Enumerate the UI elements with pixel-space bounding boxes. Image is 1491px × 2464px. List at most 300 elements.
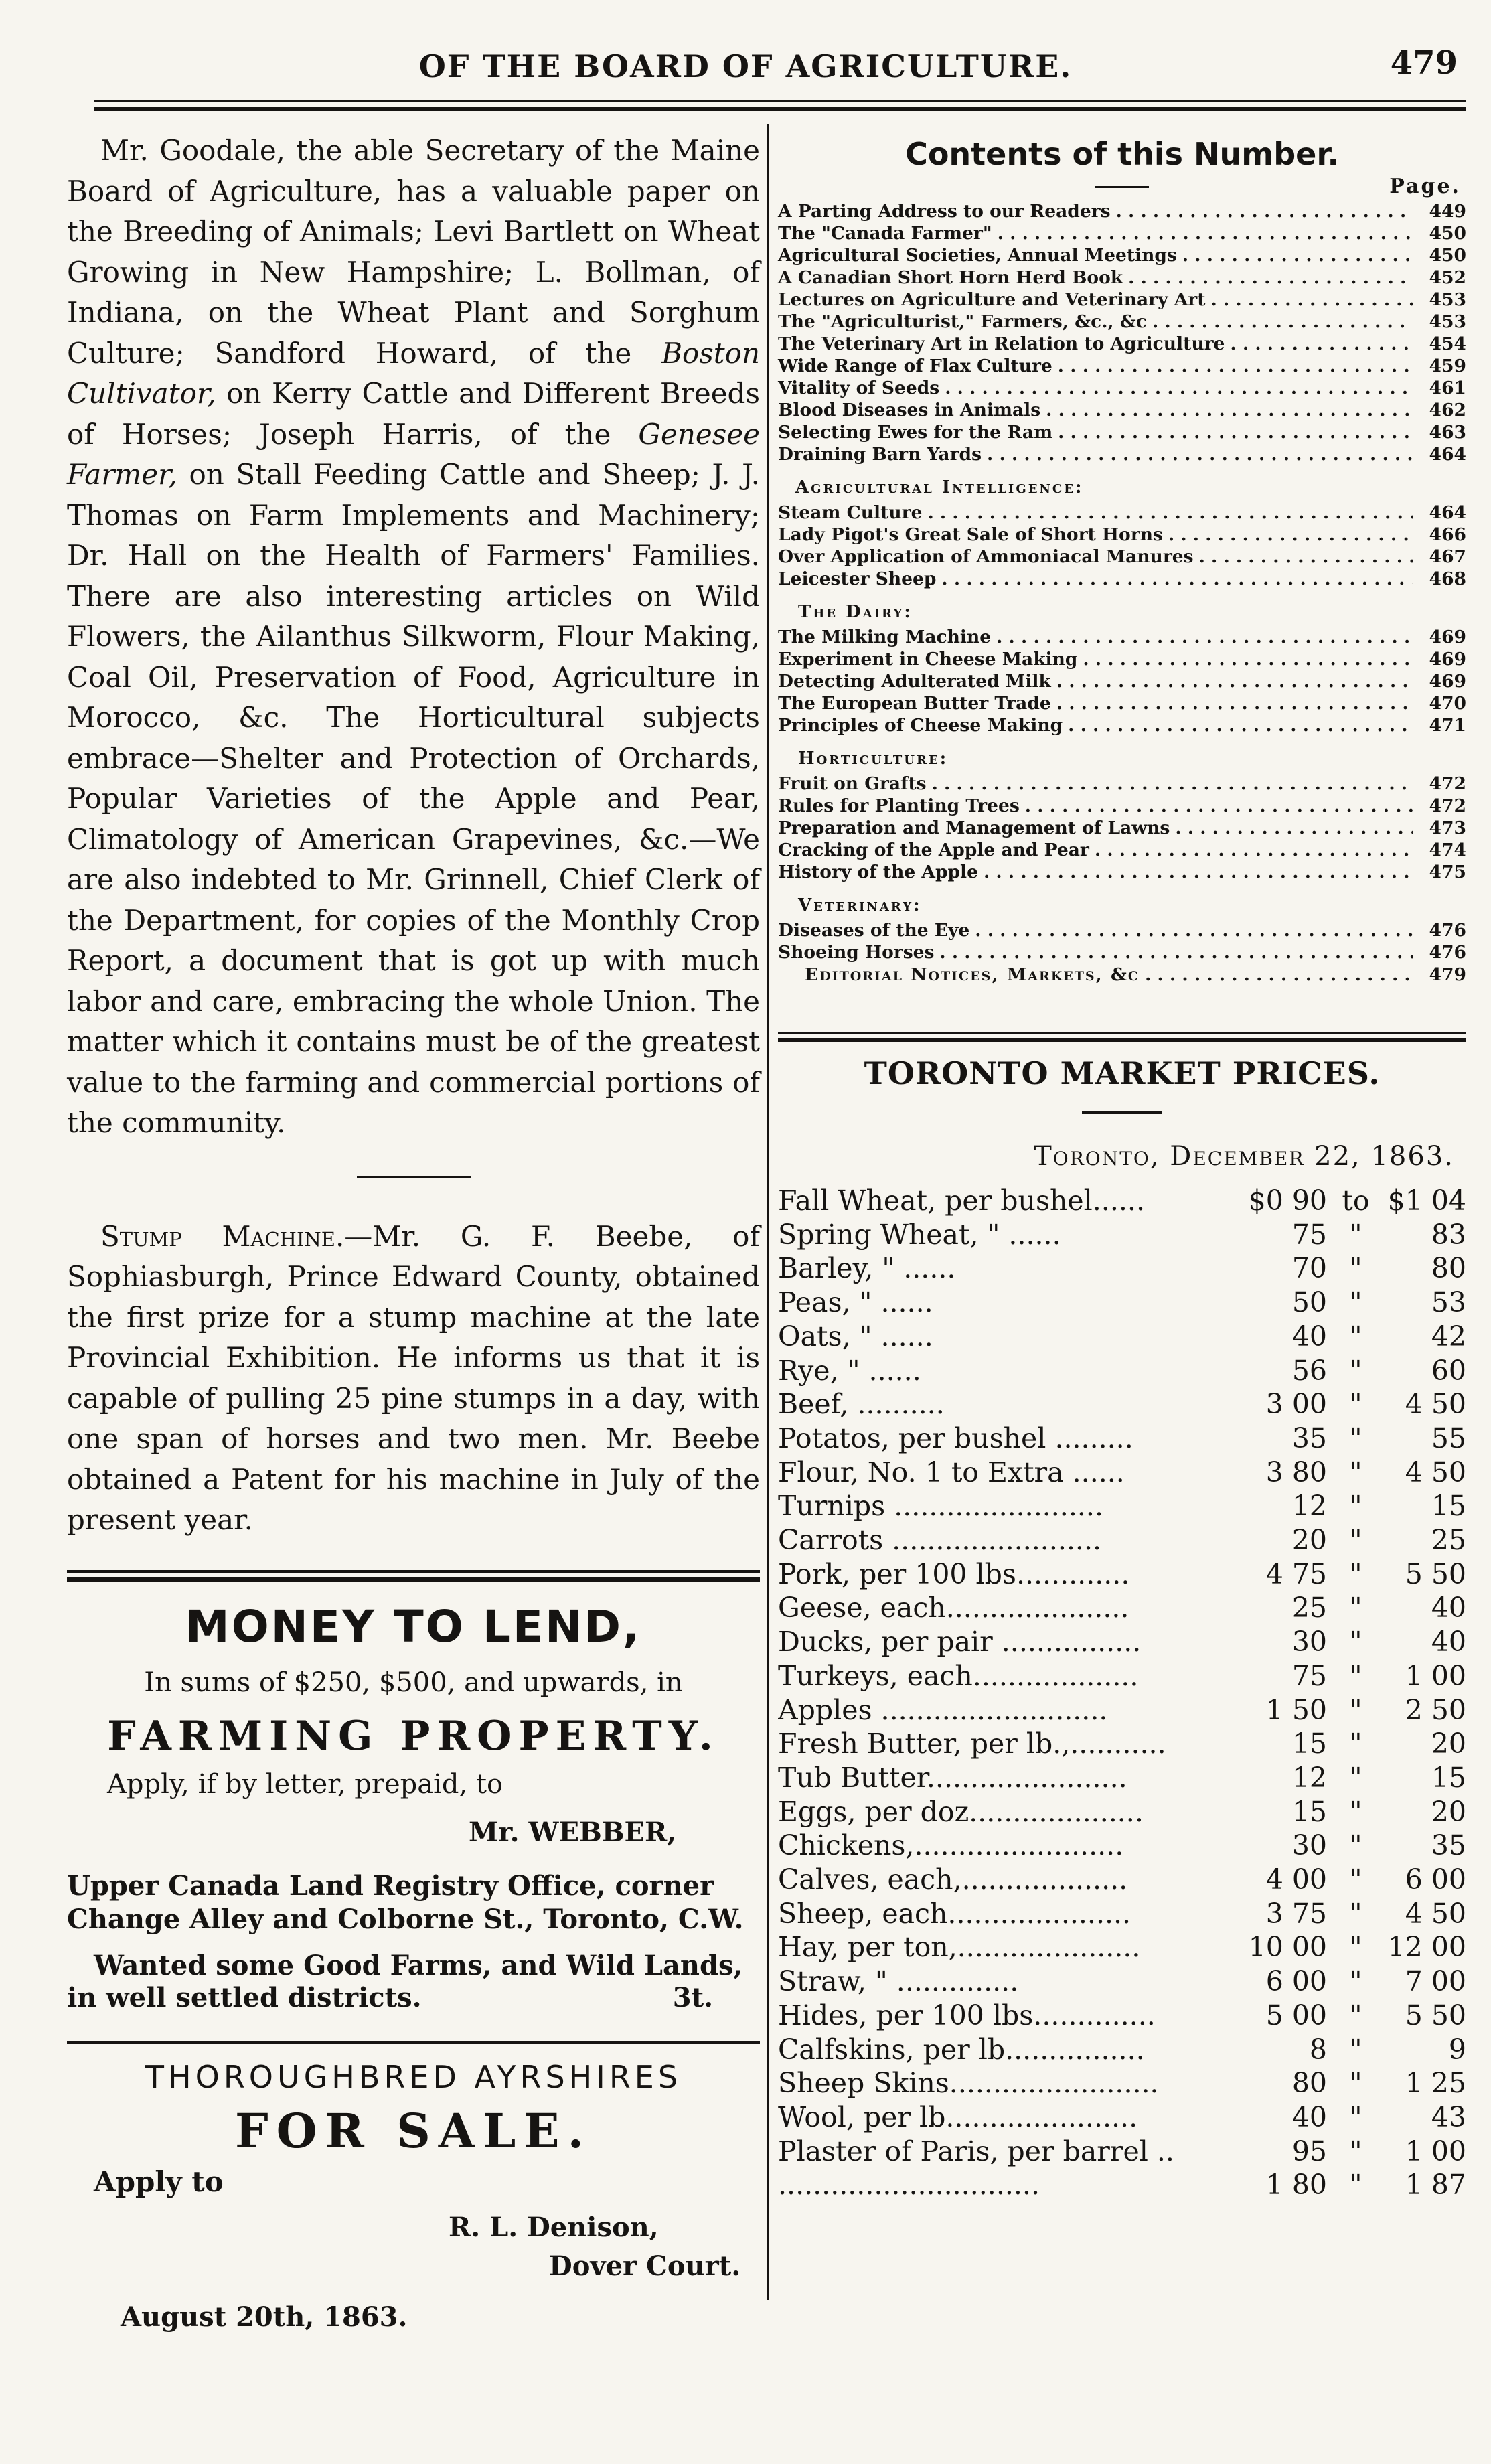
- column-divider: [767, 124, 769, 2300]
- contents-row-page: 470: [1429, 693, 1466, 714]
- contents-row-leader: [1145, 964, 1413, 986]
- market-price-sep: ": [1349, 1592, 1362, 1624]
- article-stump-machine: [67, 1217, 760, 1541]
- market-price-sep: ": [1349, 2100, 1362, 2133]
- market-row: [778, 2100, 1466, 2135]
- contents-row-title: Principles of Cheese Making: [778, 715, 1063, 736]
- contents-row: [778, 795, 1466, 817]
- contents-row: [778, 941, 1466, 964]
- contents-row-title: Blood Diseases in Animals: [778, 400, 1041, 420]
- market-price-low: $0 90: [1248, 1184, 1327, 1217]
- page-number: 479: [1390, 44, 1458, 82]
- market-price-sep: ": [1349, 1727, 1362, 1760]
- market-row: [778, 1897, 1466, 1931]
- contents-row-title: The Veterinary Art in Relation to Agriculture: [778, 333, 1225, 354]
- contents-row-leader: [941, 568, 1413, 590]
- market-item: Sheep Skins........................: [778, 2067, 1159, 2100]
- market-price-sep: ": [1349, 1931, 1362, 1964]
- para1-italic-boston: Boston Cultivator,: [67, 336, 760, 410]
- market-price-low: 50: [1291, 1286, 1327, 1319]
- market-item: Pork, per 100 lbs.............: [778, 1557, 1130, 1590]
- left-column: [67, 131, 760, 2337]
- contents-row-page: 461: [1429, 378, 1466, 398]
- market-price-sep: ": [1349, 1490, 1362, 1523]
- contents-row-leader: [1168, 524, 1413, 546]
- ad-money-line7: Wanted some Good Farms, and Wild Lands,: [94, 1949, 743, 1981]
- market-price-high: 43: [1431, 2100, 1466, 2133]
- market-item: Flour, No. 1 to Extra ......: [778, 1456, 1125, 1488]
- contents-row-leader: [1058, 421, 1413, 443]
- contents-row-page: 454: [1429, 333, 1466, 354]
- contents-row-page: 462: [1429, 400, 1466, 420]
- contents-row-leader: [939, 941, 1413, 964]
- contents-row: [778, 421, 1466, 443]
- market-item: Carrots ........................: [778, 1524, 1102, 1557]
- contents-row: [778, 648, 1466, 670]
- contents-row: [778, 443, 1466, 465]
- contents-row-page: 469: [1429, 671, 1466, 692]
- contents-row-leader: [1056, 692, 1413, 714]
- market-item: Potatos, per bushel .........: [778, 1421, 1133, 1454]
- contents-row-page: 469: [1429, 627, 1466, 647]
- market-price-high: 35: [1431, 1829, 1466, 1862]
- contents-row-page: 453: [1429, 289, 1466, 310]
- contents-row-title: Draining Barn Yards: [778, 444, 982, 465]
- market-price-sep: ": [1349, 1829, 1362, 1862]
- contents-row-title: Fruit on Grafts: [778, 773, 927, 794]
- market-price-low: 3 80: [1265, 1456, 1327, 1488]
- market-date: Toronto, December 22, 1863.: [1034, 1141, 1454, 1172]
- market-row: [778, 1930, 1466, 1965]
- market-price-high: 5 50: [1405, 1999, 1466, 2031]
- contents-row: [778, 524, 1466, 546]
- market-price-sep: ": [1349, 1626, 1362, 1659]
- contents-section-dairy: The Dairy:: [798, 602, 913, 622]
- market-price-high: 15: [1431, 1490, 1466, 1523]
- contents-row: [778, 817, 1466, 839]
- market-price-high: 40: [1431, 1626, 1466, 1659]
- market-row: [778, 1693, 1466, 1727]
- ad-money-line3: Apply, if by letter, prepaid, to: [107, 1768, 503, 1800]
- market-row: [778, 2168, 1466, 2202]
- market-row: [778, 1659, 1466, 1693]
- market-price-low: 35: [1291, 1421, 1327, 1454]
- market-row: [778, 1456, 1466, 1490]
- market-row: [778, 1965, 1466, 1999]
- market-item: Ducks, per pair ................: [778, 1626, 1142, 1659]
- contents-row-editorial: [778, 964, 1466, 986]
- ad-money-line1: In sums of $250, $500, and upwards, in: [144, 1667, 683, 1698]
- market-price-high: $1 04: [1387, 1184, 1466, 1217]
- market-item: Calves, each,...................: [778, 1863, 1128, 1896]
- ad-money-line5: Upper Canada Land Registry Office, corner: [67, 1869, 714, 1902]
- market-price-low: 25: [1291, 1592, 1327, 1624]
- market-price-low: 75: [1291, 1659, 1327, 1692]
- market-price-sep: ": [1349, 1252, 1362, 1285]
- market-price-low: 80: [1291, 2067, 1327, 2100]
- market-item: Turkeys, each...................: [778, 1659, 1139, 1692]
- market-price-sep: ": [1349, 1320, 1362, 1353]
- contents-row-leader: [1058, 355, 1413, 377]
- market-price-high: 7 00: [1405, 1965, 1466, 1998]
- contents-row-title: Cracking of the Apple and Pear: [778, 840, 1089, 860]
- ad-money-line6: Change Alley and Colborne St., Toronto, C.W.: [67, 1903, 744, 1935]
- market-row: [778, 1727, 1466, 1761]
- contents-row: [778, 626, 1466, 648]
- contents-row-leader: [927, 502, 1413, 524]
- contents-row: [778, 861, 1466, 883]
- market-price-high: 12 00: [1387, 1931, 1466, 1964]
- contents-row: [778, 546, 1466, 568]
- market-row: [778, 1591, 1466, 1625]
- market-item: Beef, ..........: [778, 1388, 945, 1421]
- contents-row-title: Experiment in Cheese Making: [778, 649, 1078, 670]
- contents-row-leader: [1230, 333, 1413, 355]
- para1-italic-genesee: Genesee Farmer,: [67, 417, 760, 491]
- contents-row-leader: [932, 773, 1413, 795]
- market-price-low: 15: [1291, 1727, 1327, 1760]
- contents-row: [778, 692, 1466, 714]
- ad-ayrshires-headline: THOROUGHBRED AYRSHIRES: [145, 2058, 682, 2095]
- market-price-low: 20: [1291, 1524, 1327, 1557]
- market-price-high: 1 00: [1405, 2135, 1466, 2167]
- market-price-low: 10 00: [1248, 1931, 1327, 1964]
- contents-row-leader: [998, 222, 1413, 244]
- market-price-sep: ": [1349, 2033, 1362, 2066]
- contents-row: [778, 222, 1466, 244]
- contents-row-title: Rules for Planting Trees: [778, 795, 1020, 816]
- market-item: ..............................: [778, 2169, 1040, 2202]
- market-price-high: 6 00: [1405, 1863, 1466, 1896]
- market-item: Geese, each.....................: [778, 1592, 1129, 1624]
- ad-apply-to: Apply to: [94, 2165, 224, 2198]
- para1-text-b: on Kerry Cattle and Different Breeds of Horses; Joseph Harris, of the: [67, 377, 760, 451]
- market-row: [778, 1286, 1466, 1320]
- contents-row-leader: [1128, 266, 1413, 289]
- market-price-high: 15: [1431, 1761, 1466, 1794]
- header-rule-thick: [94, 107, 1466, 111]
- contents-row-title: Selecting Ewes for the Ram: [778, 422, 1053, 443]
- contents-row-page: 467: [1429, 546, 1466, 567]
- market-item: Fresh Butter, per lb.,...........: [778, 1727, 1166, 1760]
- contents-list-dairy: [778, 626, 1466, 737]
- market-price-high: 20: [1431, 1727, 1466, 1760]
- contents-title-rule: [1095, 186, 1149, 188]
- ad-money-line8-tag: 3t.: [672, 1981, 713, 2013]
- market-table: [778, 1184, 1466, 2202]
- market-row: [778, 2135, 1466, 2169]
- market-price-low: 30: [1291, 1829, 1327, 1862]
- contents-list-agri: [778, 502, 1466, 590]
- market-row: [778, 1387, 1466, 1421]
- market-price-high: 4 50: [1405, 1897, 1466, 1930]
- right-column: [778, 131, 1466, 2202]
- contents-row-leader: [996, 626, 1413, 648]
- contents-row-title: Shoeing Horses: [778, 942, 935, 963]
- contents-row-leader: [1056, 670, 1413, 692]
- contents-row: [778, 714, 1466, 737]
- para1-text-c: on Stall Feeding Cattle and Sheep; J. J. Thomas on Farm Implements and Machinery; Dr. Hall on the Health of Farmers' Families. There are also interesting articles on Wild Flowers, the Ailanthus Silkworm, Flour Making, Coal Oil, Preservation of Food, Agriculture in Morocco, &c. The Horticultural subjects embrace—Shelter and Protection of Orchards, Popular Varieties of the Apple and Pear, Climatology of American Grapevines, &c.—We are also indebted to Mr. Grinnell, Chief Clerk of the Department, for copies of the Monthly Crop Report, a document that is got up with much labor and care, embracing the whole Union. The matter which it contains must be of the greatest value to the farming and commercial portions of the community.: [67, 458, 760, 1139]
- market-price-high: 4 50: [1405, 1388, 1466, 1421]
- market-top-rule-2: [778, 1038, 1466, 1042]
- ad-date: August 20th, 1863.: [121, 2301, 408, 2333]
- market-item: Rye, " ......: [778, 1354, 921, 1387]
- market-price-sep: to: [1342, 1184, 1370, 1217]
- market-price-sep: ": [1349, 1557, 1362, 1590]
- market-price-sep: ": [1349, 1524, 1362, 1557]
- market-price-high: 25: [1431, 1524, 1466, 1557]
- contents-row: [778, 568, 1466, 590]
- market-price-low: 6 00: [1265, 1965, 1327, 1998]
- contents-row-title: Diseases of the Eye: [778, 920, 970, 941]
- contents-row-title: The Milking Machine: [778, 627, 992, 647]
- market-price-high: 20: [1431, 1795, 1466, 1828]
- market-price-high: 1 25: [1405, 2067, 1466, 2100]
- contents-row-title: Agricultural Societies, Annual Meetings: [778, 245, 1177, 266]
- market-price-sep: ": [1349, 2135, 1362, 2167]
- market-item: Chickens,........................: [778, 1829, 1124, 1862]
- market-top-rule: [778, 1032, 1466, 1034]
- market-price-low: 1 80: [1265, 2169, 1327, 2202]
- contents-row-leader: [987, 443, 1413, 465]
- contents-row-title: Steam Culture: [778, 502, 923, 523]
- market-price-low: 3 00: [1265, 1388, 1327, 1421]
- market-item: Oats, " ......: [778, 1320, 933, 1353]
- market-row: [778, 1489, 1466, 1523]
- contents-row: [778, 333, 1466, 355]
- contents-section-horti: Horticulture:: [798, 749, 949, 769]
- contents-row-page: 450: [1429, 245, 1466, 266]
- contents-list-horti: [778, 773, 1466, 883]
- stump-machine-heading: Stump Machine.: [100, 1219, 345, 1253]
- market-price-high: 80: [1431, 1252, 1466, 1285]
- contents-row: [778, 355, 1466, 377]
- market-price-sep: ": [1349, 2067, 1362, 2100]
- market-price-high: 42: [1431, 1320, 1466, 1353]
- contents-row-title: A Parting Address to our Readers: [778, 201, 1111, 222]
- market-price-sep: ": [1349, 1421, 1362, 1454]
- market-price-low: 4 00: [1265, 1863, 1327, 1896]
- market-price-high: 60: [1431, 1354, 1466, 1387]
- contents-row-title: Detecting Adulterated Milk: [778, 671, 1051, 692]
- contents-row-page: 464: [1429, 502, 1466, 523]
- market-price-high: 55: [1431, 1421, 1466, 1454]
- ad-denison: R. L. Denison,: [449, 2211, 659, 2243]
- contents-row-leader: [1095, 839, 1413, 861]
- market-price-low: 8: [1309, 2033, 1327, 2066]
- contents-row-title: The European Butter Trade: [778, 693, 1051, 714]
- market-title: TORONTO MARKET PRICES.: [864, 1055, 1381, 1091]
- market-row: [778, 2066, 1466, 2100]
- contents-section-vet: Veterinary:: [798, 895, 922, 915]
- contents-page-header: Page.: [1389, 175, 1461, 198]
- contents-list-general: [778, 200, 1466, 465]
- market-item: Fall Wheat, per bushel......: [778, 1184, 1145, 1217]
- market-price-low: 5 00: [1265, 1999, 1327, 2031]
- contents-row: [778, 311, 1466, 333]
- contents-row-leader: [1083, 648, 1413, 670]
- market-item: Tub Butter.......................: [778, 1761, 1127, 1794]
- ad2-top-rule: [67, 2041, 760, 2044]
- contents-row-page: 476: [1429, 942, 1466, 963]
- contents-row-leader: [984, 861, 1413, 883]
- contents-row-leader: [945, 377, 1413, 399]
- market-row: [778, 2033, 1466, 2067]
- contents-row-title: Editorial Notices, Markets, &c: [805, 964, 1140, 985]
- market-row: [778, 1251, 1466, 1286]
- market-item: Barley, " ......: [778, 1252, 956, 1285]
- contents-row-page: 452: [1429, 267, 1466, 288]
- ad-money-line8: [67, 1982, 760, 2014]
- contents-row-page: 468: [1429, 568, 1466, 589]
- market-price-low: 1 50: [1265, 1693, 1327, 1726]
- market-price-sep: ": [1349, 1795, 1362, 1828]
- contents-row-page: 475: [1429, 862, 1466, 882]
- market-price-high: 4 50: [1405, 1456, 1466, 1488]
- contents-row-leader: [1116, 200, 1413, 222]
- contents-row: [778, 266, 1466, 289]
- contents-row-page: 453: [1429, 311, 1466, 332]
- market-item: Calfskins, per lb................: [778, 2033, 1145, 2066]
- market-price-low: 95: [1291, 2135, 1327, 2167]
- market-price-high: 40: [1431, 1592, 1466, 1624]
- market-price-sep: ": [1349, 1863, 1362, 1896]
- market-price-high: 9: [1448, 2033, 1466, 2066]
- market-row: [778, 1354, 1466, 1388]
- contents-row-page: 463: [1429, 422, 1466, 443]
- contents-row-page: 464: [1429, 444, 1466, 465]
- market-item: Wool, per lb......................: [778, 2100, 1138, 2133]
- contents-row: [778, 289, 1466, 311]
- market-row: [778, 1523, 1466, 1557]
- market-row: [778, 1999, 1466, 2033]
- market-price-low: 40: [1291, 1320, 1327, 1353]
- contents-row-page: 469: [1429, 649, 1466, 670]
- contents-row: [778, 670, 1466, 692]
- ad-dover-court: Dover Court.: [549, 2250, 741, 2282]
- ad1-top-rule-2: [67, 1577, 760, 1582]
- contents-row-title: The "Agriculturist," Farmers, &c., &c: [778, 311, 1147, 332]
- running-header: OF THE BOARD OF AGRICULTURE.: [418, 48, 1073, 84]
- contents-row-title: Leicester Sheep: [778, 568, 937, 589]
- market-row: [778, 1863, 1466, 1897]
- contents-row-page: 474: [1429, 840, 1466, 860]
- market-price-low: 56: [1291, 1354, 1327, 1387]
- contents-row: [778, 773, 1466, 795]
- contents-row-page: 449: [1429, 201, 1466, 222]
- contents-row-page: 450: [1429, 223, 1466, 244]
- market-price-low: 75: [1291, 1218, 1327, 1251]
- contents-row-page: 471: [1429, 715, 1466, 736]
- stump-machine-body: —Mr. G. F. Beebe, of Sophiasburgh, Prince Edward County, obtained the first prize for a stump machine at the late Provincial Exhibition. He informs us that it is capable of pulling 25 pine stumps in a day, with one span of horses and two men. Mr. Beebe obtained a Patent for his machine in July of the present year.: [67, 1219, 760, 1536]
- contents-row-leader: [1175, 817, 1413, 839]
- ad-for-sale: FOR SALE.: [234, 2102, 593, 2159]
- market-price-sep: ": [1349, 1761, 1362, 1794]
- contents-section-agri: Agricultural Intelligence:: [795, 477, 1084, 497]
- contents-row-title: Preparation and Management of Lawns: [778, 818, 1170, 838]
- market-item: Hides, per 100 lbs..............: [778, 1999, 1156, 2031]
- contents-row-leader: [1068, 714, 1413, 737]
- market-item: Peas, " ......: [778, 1286, 933, 1319]
- market-price-sep: ": [1349, 1897, 1362, 1930]
- market-price-sep: ": [1349, 1965, 1362, 1998]
- market-price-low: 40: [1291, 2100, 1327, 2133]
- market-item: Eggs, per doz....................: [778, 1795, 1144, 1828]
- header-rule-thin: [94, 100, 1466, 102]
- market-price-sep: ": [1349, 2169, 1362, 2202]
- contents-row: [778, 839, 1466, 861]
- ad-money-webber: Mr. WEBBER,: [469, 1816, 677, 1848]
- market-item: Hay, per ton,.....................: [778, 1931, 1141, 1964]
- article-board-reports: [67, 131, 760, 1144]
- contents-row: [778, 399, 1466, 421]
- section-ornament: [67, 1170, 760, 1183]
- market-price-sep: ": [1349, 1693, 1362, 1726]
- contents-row-leader: [1025, 795, 1413, 817]
- contents-row: [778, 502, 1466, 524]
- market-price-high: 1 87: [1405, 2169, 1466, 2202]
- market-row: [778, 1218, 1466, 1252]
- market-row: [778, 1625, 1466, 1659]
- market-price-low: 30: [1291, 1626, 1327, 1659]
- market-price-high: 5 50: [1405, 1557, 1466, 1590]
- market-price-sep: ": [1349, 1999, 1362, 2031]
- market-price-low: 12: [1291, 1490, 1327, 1523]
- contents-row-page: 459: [1429, 356, 1466, 376]
- market-price-high: 2 50: [1405, 1693, 1466, 1726]
- market-price-sep: ": [1349, 1354, 1362, 1387]
- contents-row: [778, 919, 1466, 941]
- contents-row-page: 479: [1429, 964, 1466, 985]
- contents-row-leader: [975, 919, 1413, 941]
- market-price-low: 12: [1291, 1761, 1327, 1794]
- contents-list-vet: [778, 919, 1466, 964]
- market-title-rule: [1082, 1111, 1162, 1114]
- market-row: [778, 1421, 1466, 1456]
- contents-row-title: Lectures on Agriculture and Veterinary Art: [778, 289, 1206, 310]
- contents-row-leader: [1182, 244, 1413, 266]
- contents-row-page: 466: [1429, 524, 1466, 545]
- contents-row-title: A Canadian Short Horn Herd Book: [778, 267, 1123, 288]
- market-price-low: 15: [1291, 1795, 1327, 1828]
- contents-row-leader: [1152, 311, 1413, 333]
- market-row: [778, 1761, 1466, 1795]
- contents-row-leader: [1211, 289, 1413, 311]
- market-item: Spring Wheat, " ......: [778, 1218, 1061, 1251]
- market-price-sep: ": [1349, 1456, 1362, 1488]
- contents-row-page: 476: [1429, 920, 1466, 941]
- contents-row: [778, 244, 1466, 266]
- ad1-top-rule: [67, 1570, 760, 1573]
- contents-row-title: The "Canada Farmer": [778, 223, 992, 244]
- contents-row-title: Vitality of Seeds: [778, 378, 940, 398]
- market-item: Straw, " ..............: [778, 1965, 1019, 1998]
- market-price-high: 1 00: [1405, 1659, 1466, 1692]
- market-item: Sheep, each.....................: [778, 1897, 1131, 1930]
- market-price-sep: ": [1349, 1388, 1362, 1421]
- market-price-sep: ": [1349, 1286, 1362, 1319]
- ad-money-line8-text: in well settled districts.: [67, 1981, 422, 2013]
- market-item: Plaster of Paris, per barrel ..: [778, 2135, 1174, 2167]
- market-price-sep: ": [1349, 1659, 1362, 1692]
- contents-row-page: 473: [1429, 818, 1466, 838]
- market-item: Apples ..........................: [778, 1693, 1108, 1726]
- market-price-low: 3 75: [1265, 1897, 1327, 1930]
- contents-row-title: Wide Range of Flax Culture: [778, 356, 1052, 376]
- contents-row-title: Over Application of Ammoniacal Manures: [778, 546, 1194, 567]
- ad-farming-property: FARMING PROPERTY.: [107, 1712, 720, 1760]
- market-row: [778, 1184, 1466, 1218]
